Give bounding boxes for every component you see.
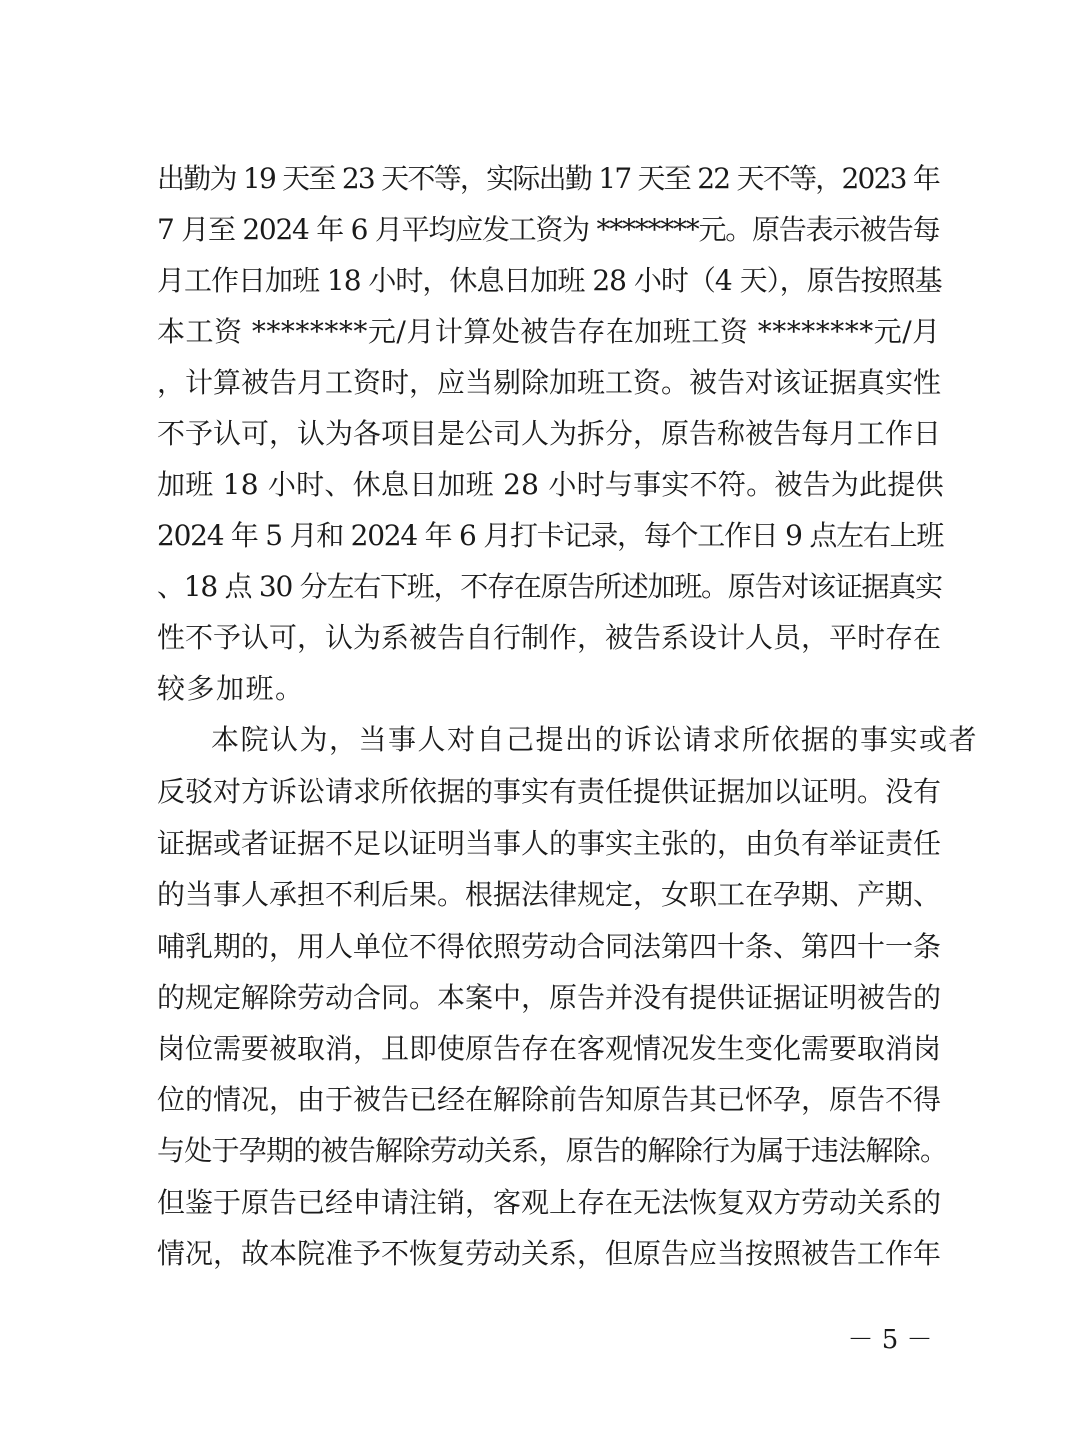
text-line-16: 哺乳期的，用人单位不得依照劳动合同法第四十条、第四十一条 (157, 930, 942, 963)
text-line-17: 的规定解除劳动合同。本案中，原告并没有提供证据证明被告的 (157, 981, 942, 1014)
text-line-10: 性不予认可，认为系被告自行制作，被告系设计人员，平时存在 (157, 621, 942, 654)
page-number: － 5 － (847, 1325, 933, 1355)
text-line-2: 7 月至 2024 年 6 月平均应发工资为 ********元。原告表示被告每 (157, 213, 940, 246)
text-line-1: 出勤为 19 天至 23 天不等，实际出勤 17 天至 22 天不等，2023 年 (157, 162, 940, 195)
text-line-9: 、18 点 30 分左右下班，不存在原告所述加班。原告对该证据真实 (157, 570, 942, 603)
text-line-8: 2024 年 5 月和 2024 年 6 月打卡记录，每个工作日 9 点左右上班 (157, 519, 944, 552)
text-line-3: 月工作日加班 18 小时，休息日加班 28 小时（4 天），原告按照基 (157, 264, 942, 297)
text-line-18: 岗位需要被取消，且即使原告存在客观情况发生变化需要取消岗 (157, 1032, 942, 1065)
text-line-20: 与处于孕期的被告解除劳动关系，原告的解除行为属于违法解除。 (157, 1134, 948, 1167)
text-line-5: ，计算被告月工资时，应当剔除加班工资。被告对该证据真实性 (157, 366, 942, 399)
text-line-15: 的当事人承担不利后果。根据法律规定，女职工在孕期、产期、 (157, 878, 942, 911)
text-line-21: 但鉴于原告已经申请注销，客观上存在无法恢复双方劳动关系的 (157, 1186, 942, 1219)
paragraph-start-line: 本院认为，当事人对自己提出的诉讼请求所依据的事实或者 (211, 723, 979, 756)
text-line-6: 不予认可，认为各项目是公司人为拆分，原告称被告每月工作日 (157, 417, 942, 450)
text-line-13: 反驳对方诉讼请求所依据的事实有责任提供证据加以证明。没有 (157, 775, 942, 808)
text-line-22: 情况，故本院准予不恢复劳动关系，但原告应当按照被告工作年 (157, 1237, 942, 1270)
text-line-14: 证据或者证据不足以证明当事人的事实主张的，由负有举证责任 (157, 827, 942, 860)
text-line-4: 本工资 ********元/月计算处被告存在加班工资 ********元/月 (157, 315, 941, 348)
text-line-11: 较多加班。 (157, 672, 305, 705)
text-line-7: 加班 18 小时、休息日加班 28 小时与事实不符。被告为此提供 (157, 468, 944, 501)
text-line-19: 位的情况，由于被告已经在解除前告知原告其已怀孕，原告不得 (157, 1083, 942, 1116)
